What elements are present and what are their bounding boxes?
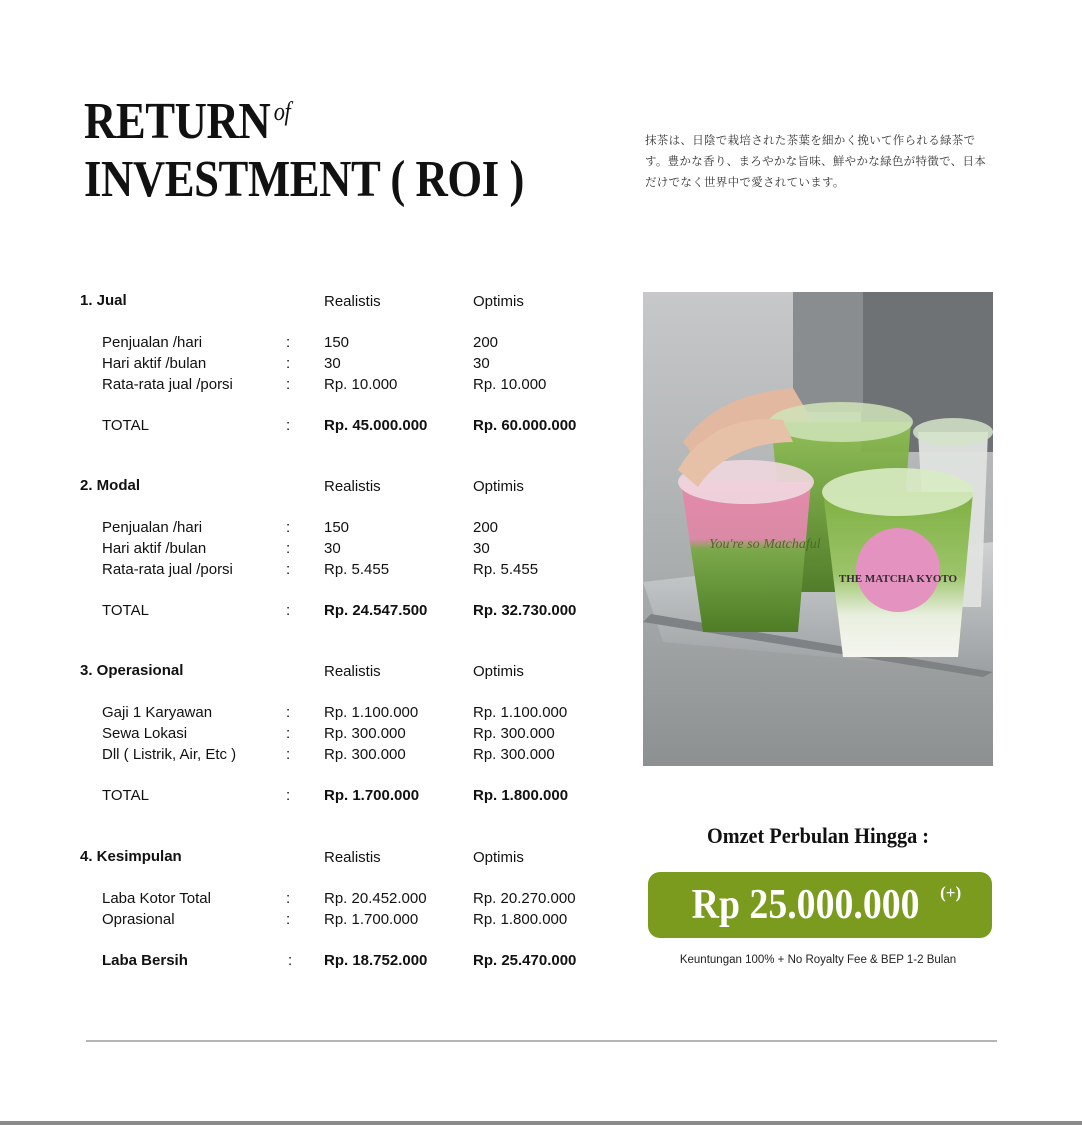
row-value-optimis: Rp. 10.000 [473,376,547,393]
row-value-optimis: 200 [473,334,499,351]
row-colon: : [286,519,291,536]
row-label: Penjualan /hari [102,334,203,351]
title-line-2: INVESTMENT ( ROI ) [84,151,524,208]
column-header-optimis: Optimis [473,849,524,866]
row-value-realistis: Rp. 1.700.000 [324,911,419,928]
total-value-realistis: Rp. 18.752.000 [324,952,428,969]
row-value-optimis: Rp. 1.100.000 [473,704,568,721]
row-colon: : [286,890,291,907]
row-label: Hari aktif /bulan [102,540,207,557]
title-of: of [273,97,291,126]
row-colon: : [286,602,291,619]
row-colon: : [286,787,291,804]
omzet-title: Omzet Perbulan Hingga : [706,823,930,848]
omzet-badge [648,872,992,938]
japanese-description: 抹茶は、日陰で栽培された茶葉を細かく挽いて作られる緑茶です。豊かな香り、まろやかな旨味、鮮やかな緑色が特徴で、日本だけでなく世界中で愛されています。 [645,135,987,189]
row-value-realistis: 30 [324,540,341,557]
section-title-jual: 1. Jual [80,292,127,309]
row-colon: : [286,417,291,434]
column-header-realistis: Realistis [324,849,381,866]
row-value-realistis: 150 [324,334,350,351]
row-colon: : [286,334,291,351]
row-value-realistis: Rp. 5.455 [324,561,390,578]
omzet-plus: (+) [940,883,962,902]
column-header-optimis: Optimis [473,478,524,495]
row-label: Penjualan /hari [102,519,203,536]
row-colon: : [286,746,291,763]
bottom-border [0,1121,1082,1125]
column-header-optimis: Optimis [473,663,524,680]
row-colon: : [286,376,291,393]
row-colon: : [286,704,291,721]
total-label: Laba Bersih [102,952,188,969]
row-colon: : [286,540,291,557]
row-label: Dll ( Listrik, Air, Etc ) [102,746,237,763]
column-header-realistis: Realistis [324,663,381,680]
row-colon: : [286,355,291,372]
row-colon: : [288,952,293,969]
row-value-realistis: 30 [324,355,341,372]
page-title [84,84,596,210]
section-title-operasional: 3. Operasional [80,662,184,679]
omzet-note: Keuntungan 100% + No Royalty Fee & BEP 1-2 Bulan [679,954,957,966]
omzet-amount: Rp 25.000.000 [691,882,920,928]
row-colon: : [286,911,291,928]
total-value-optimis: Rp. 25.470.000 [473,952,577,969]
row-value-realistis: Rp. 10.000 [324,376,398,393]
row-label: Laba Kotor Total [102,890,211,907]
row-value-optimis: 30 [473,540,490,557]
total-value-optimis: Rp. 60.000.000 [473,417,577,434]
row-label: Rata-rata jual /porsi [102,561,233,578]
row-value-optimis: Rp. 5.455 [473,561,539,578]
row-value-realistis: Rp. 1.100.000 [324,704,419,721]
title-line-1: RETURN $^{of}$ [84,93,291,150]
product-photo [643,292,993,766]
row-label: Hari aktif /bulan [102,355,207,372]
row-value-optimis: Rp. 20.270.000 [473,890,576,907]
section-title-modal: 2. Modal [80,477,141,494]
total-value-realistis: Rp. 1.700.000 [324,787,420,804]
section-title-kesimpulan: 4. Kesimpulan [80,848,182,865]
total-value-realistis: Rp. 45.000.000 [324,417,428,434]
row-value-optimis: 200 [473,519,499,536]
total-label: TOTAL [102,417,149,434]
row-value-optimis: Rp. 300.000 [473,725,555,742]
row-value-realistis: 150 [324,519,350,536]
row-colon: : [286,725,291,742]
row-value-realistis: Rp. 300.000 [324,725,406,742]
row-value-realistis: Rp. 20.452.000 [324,890,427,907]
row-value-optimis: Rp. 1.800.000 [473,911,568,928]
column-header-realistis: Realistis [324,478,381,495]
row-label: Gaji 1 Karyawan [102,704,213,721]
total-label: TOTAL [102,602,149,619]
total-value-realistis: Rp. 24.547.500 [324,602,428,619]
divider [86,1040,997,1042]
row-value-optimis: Rp. 300.000 [473,746,555,763]
row-value-realistis: Rp. 300.000 [324,746,406,763]
row-value-optimis: 30 [473,355,490,372]
row-label: Rata-rata jual /porsi [102,376,233,393]
row-colon: : [286,561,291,578]
column-header-realistis: Realistis [324,293,381,310]
cup-text-left: You're so Matchaful [709,537,821,552]
row-label: Sewa Lokasi [102,725,188,742]
total-value-optimis: Rp. 1.800.000 [473,787,569,804]
column-header-optimis: Optimis [473,293,524,310]
row-label: Oprasional [102,911,175,928]
total-label: TOTAL [102,787,149,804]
total-value-optimis: Rp. 32.730.000 [473,602,577,619]
cup-text-right: THE MATCHA KYOTO [838,573,958,585]
